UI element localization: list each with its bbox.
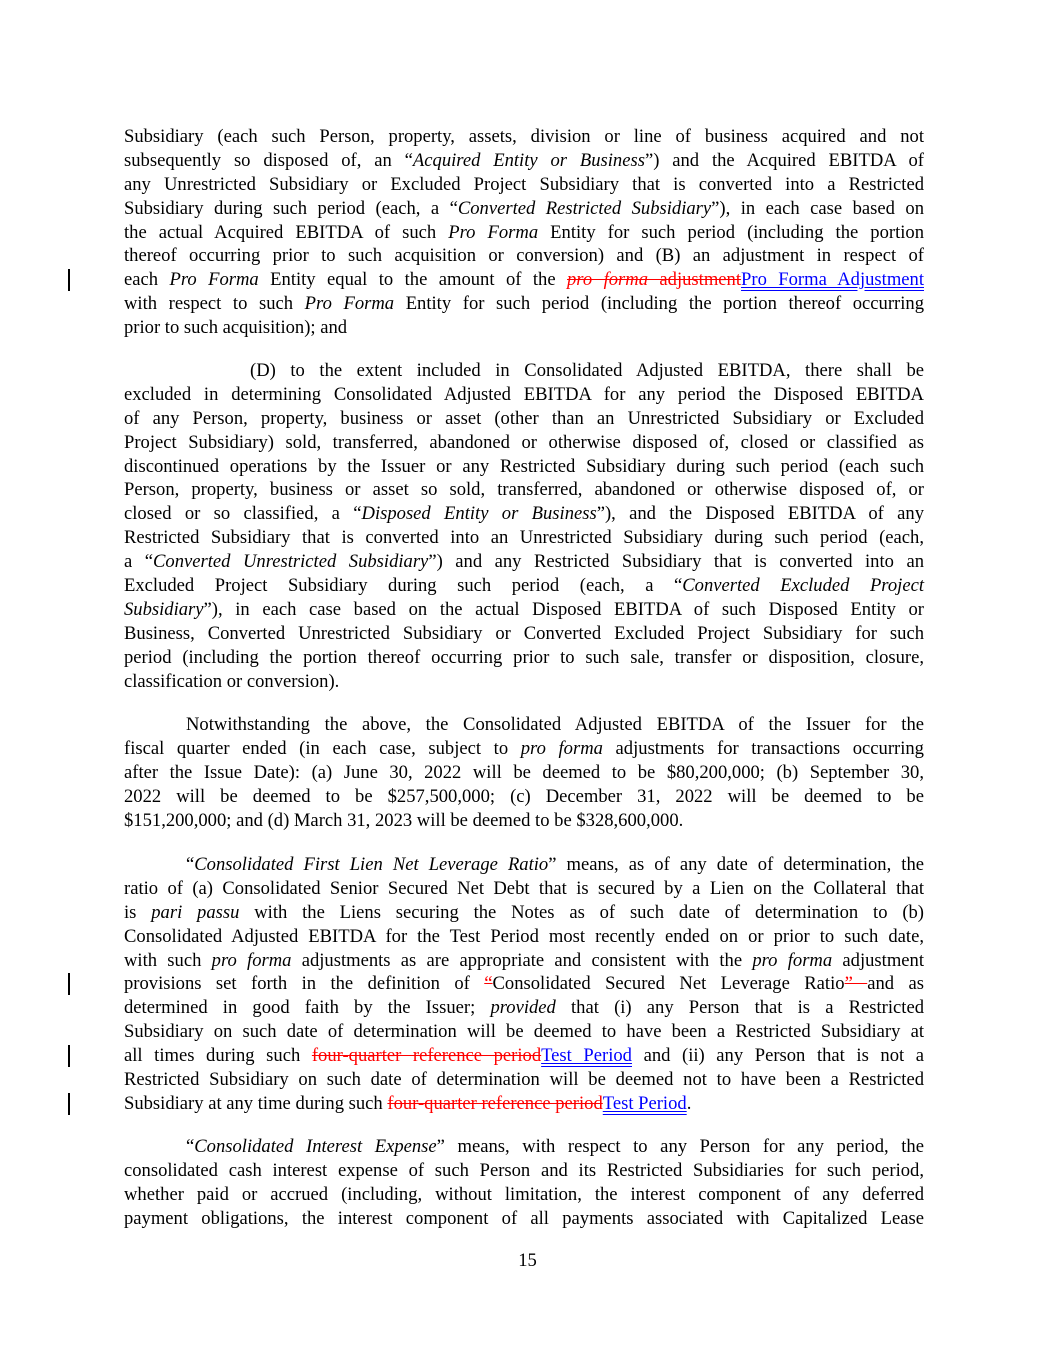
text-run: payment obligations, the interest component of all payments associated with Capitalized Lease: [124, 1207, 924, 1229]
text-line: [124, 149, 924, 173]
text-line: [124, 383, 924, 407]
italic-text: pari passu: [151, 901, 240, 923]
text-line: [124, 1159, 924, 1183]
text-run: Subsidiary (each such Person, property, assets, division or line of business acquired and not: [124, 126, 924, 147]
inserted-text: Test Period: [541, 1045, 632, 1067]
deleted-text: four-quarter reference period: [387, 1092, 603, 1114]
italic-text: Pro Forma: [304, 293, 395, 315]
text-run: ”), and the Disposed EBITDA of any: [596, 503, 924, 525]
change-bar: [68, 269, 70, 291]
line-content: [124, 925, 924, 949]
line-content: [124, 949, 924, 973]
text-line: [124, 359, 924, 383]
text-line: [124, 1092, 924, 1116]
text-line: [124, 809, 924, 833]
text-run: Person, property, business or asset so sold, transferred, abandoned or otherwise disposed of, or: [124, 479, 924, 501]
line-content: [124, 785, 924, 809]
line-content: [124, 431, 924, 455]
text-run: ”), in each case based on the actual Disposed EBITDA of such Disposed Entity or: [203, 598, 924, 620]
line-content: [124, 737, 924, 761]
text-run: $151,200,000; and (d) March 31, 2023 will be deemed to be $328,600,000.: [124, 809, 684, 831]
text-line: [124, 598, 924, 622]
text-run: prior to such acquisition); and: [124, 317, 348, 339]
text-run: consolidated cash interest expense of such Person and its Restricted Subsidiaries for such period,: [124, 1159, 924, 1181]
text-line: [124, 925, 924, 949]
line-content: [124, 1092, 924, 1116]
text-run: Restricted Subsidiary that is converted into an Unrestricted Subsidiary during such period (each,: [124, 527, 924, 549]
line-content: [124, 292, 924, 316]
text-line: [124, 197, 924, 221]
text-run: of any Person, property, business or asset (other than an Unrestricted Subsidiary or Excluded: [124, 407, 924, 429]
paragraph: [124, 853, 924, 1116]
text-run: ratio of (a) Consolidated Senior Secured Net Debt that is secured by a Lien on the Collateral that: [124, 877, 924, 899]
text-line: [124, 1207, 924, 1231]
paragraph: [124, 125, 924, 340]
text-line: [124, 996, 924, 1020]
text-run: “: [186, 1136, 195, 1157]
text-line: [124, 785, 924, 809]
text-run: .: [686, 1092, 692, 1114]
text-line: [124, 1068, 924, 1092]
text-line: [124, 877, 924, 901]
text-run: Restricted Subsidiary on such date of determination will be deemed not to have been a Restricted: [124, 1069, 924, 1091]
italic-text: pro forma: [520, 737, 603, 759]
text-run: adjustment: [832, 949, 924, 971]
line-content: [124, 1207, 924, 1231]
text-line: [124, 737, 924, 761]
text-line: [124, 761, 924, 785]
line-content: [124, 244, 924, 268]
text-line: [124, 550, 924, 574]
line-content: [124, 197, 924, 221]
italic-text: Pro Forma: [448, 221, 539, 243]
paragraph: [124, 1135, 924, 1231]
line-content: [124, 901, 924, 925]
line-content: [124, 221, 924, 245]
line-content: [124, 455, 924, 479]
text-line: [124, 292, 924, 316]
text-line: [124, 526, 924, 550]
text-run: 2022 will be deemed to be $257,500,000; (c) December 31, 2022 will be deemed to be: [124, 785, 924, 807]
italic-text: Converted Unrestricted Subsidiary: [153, 551, 429, 573]
text-run: and (ii) any Person that is not a: [631, 1045, 925, 1067]
italic-text: Acquired Entity or Business: [412, 149, 645, 171]
line-content: [124, 1183, 924, 1207]
page-number: 15: [518, 1250, 537, 1271]
italic-text: Consolidated Interest Expense: [194, 1136, 437, 1157]
line-content: [124, 996, 924, 1020]
text-run: with such: [124, 949, 212, 971]
text-line: [124, 1183, 924, 1207]
text-run: ”) and any Restricted Subsidiary that is converted into an: [428, 551, 924, 573]
text-run: Entity for such period (including the portion thereof occurring: [394, 293, 924, 315]
line-content: [124, 173, 924, 197]
line-content: [124, 407, 924, 431]
change-bar: [68, 973, 70, 995]
text-run: ” means, with respect to any Person for any period, the: [436, 1136, 924, 1157]
text-run: the actual Acquired EBITDA of such: [124, 221, 449, 243]
italic-text: Consolidated First Lien Net Leverage Ratio: [194, 854, 549, 875]
inserted-text: Test Period: [602, 1092, 687, 1114]
text-run: Notwithstanding the above, the Consolidated Adjusted EBITDA of the Issuer for the: [186, 714, 924, 735]
line-content: [124, 972, 924, 996]
text-line: [124, 1044, 924, 1068]
deleted-text: four-quarter reference period: [311, 1045, 542, 1067]
text-line: [124, 622, 924, 646]
text-run: any Unrestricted Subsidiary or Excluded Project Subsidiary that is converted into a Restricted: [124, 173, 924, 195]
line-content: [124, 761, 924, 785]
line-content: [124, 646, 924, 670]
text-line: [124, 502, 924, 526]
text-run: closed or so classified, a “: [124, 503, 362, 525]
deleted-text: ”: [844, 973, 868, 995]
text-line: [124, 455, 924, 479]
text-line: [124, 901, 924, 925]
text-run: that (i) any Person that is a Restricted: [555, 997, 925, 1019]
line-content: [124, 268, 924, 292]
text-line: [124, 1135, 924, 1159]
text-run: ”) and the Acquired EBITDA of: [644, 149, 924, 171]
line-content: [124, 622, 924, 646]
line-content: [124, 853, 924, 877]
text-run: a “: [124, 551, 154, 573]
text-line: [124, 670, 924, 694]
text-run: adjustments as are appropriate and consistent with the: [291, 949, 753, 971]
italic-text: pro forma: [211, 949, 292, 971]
text-run: ” means, as of any date of determination, the: [548, 854, 925, 875]
text-run: each: [124, 269, 170, 291]
text-line: [124, 972, 924, 996]
text-line: [124, 478, 924, 502]
text-run: with the Liens securing the Notes as of such date of determination to (b): [239, 901, 924, 923]
line-content: [124, 526, 924, 550]
line-content: [124, 574, 924, 598]
italic-text: Subsidiary: [124, 598, 204, 620]
text-line: [124, 431, 924, 455]
text-line: [124, 268, 924, 292]
text-run: thereof occurring prior to such acquisition or conversion) and (B) an adjustment in respect of: [124, 245, 924, 267]
line-content: [124, 598, 924, 622]
text-run: determined in good faith by the Issuer;: [124, 997, 491, 1019]
line-content: [124, 1020, 924, 1044]
line-content: [124, 125, 924, 149]
text-run: excluded in determining Consolidated Adjusted EBITDA for any period the Disposed EBITDA: [124, 383, 924, 405]
text-line: [124, 574, 924, 598]
line-content: [124, 877, 924, 901]
italic-text: provided: [490, 997, 556, 1019]
text-run: Excluded Project Subsidiary during such period (each, a “: [124, 575, 683, 597]
deleted-text: “: [484, 973, 493, 995]
text-line: [124, 221, 924, 245]
text-run: Business, Converted Unrestricted Subsidiary or Converted Excluded Project Subsidiary for such: [124, 622, 924, 644]
text-line: [124, 125, 924, 149]
text-run: (D) to the extent included in Consolidated Adjusted EBITDA, there shall be: [250, 360, 924, 381]
text-run: Consolidated Adjusted EBITDA for the Test Period most recently ended on or prior to such date,: [124, 925, 924, 947]
italic-text: pro forma: [752, 949, 833, 971]
text-line: [124, 316, 924, 340]
text-run: Project Subsidiary) sold, transferred, abandoned or otherwise disposed of, closed or classified as: [124, 431, 924, 453]
text-run: Subsidiary during such period (each, a “: [124, 197, 458, 219]
text-line: [124, 244, 924, 268]
italic-text: Converted Restricted Subsidiary: [457, 197, 712, 219]
line-content: [124, 1068, 924, 1092]
text-run: is: [124, 901, 152, 923]
text-run: Entity for such period (including the portion: [538, 221, 925, 243]
line-content: [124, 359, 924, 383]
italic-text: Pro Forma: [169, 269, 259, 291]
line-content: [124, 478, 924, 502]
line-content: [124, 502, 924, 526]
text-run: fiscal quarter ended (in each case, subject to: [124, 737, 521, 759]
text-line: [124, 646, 924, 670]
deleted-text: adjustment: [648, 269, 742, 291]
text-line: [124, 949, 924, 973]
text-run: “: [186, 854, 195, 875]
text-line: [124, 1020, 924, 1044]
text-run: provisions set forth in the definition of: [124, 973, 485, 995]
line-content: [124, 809, 924, 833]
paragraph: [124, 359, 924, 693]
text-line: [124, 173, 924, 197]
line-content: [124, 316, 924, 340]
text-run: classification or conversion).: [124, 670, 340, 692]
change-bar: [68, 1045, 70, 1067]
text-run: discontinued operations by the Issuer or any Restricted Subsidiary during such period (each such: [124, 455, 924, 477]
italic-text: Disposed Entity or Business: [361, 503, 597, 525]
text-run: with respect to such: [124, 293, 305, 315]
text-line: [124, 853, 924, 877]
deleted-text: pro forma: [567, 269, 648, 291]
line-content: [124, 1135, 924, 1159]
line-content: [124, 1044, 924, 1068]
text-run: period (including the portion thereof occurring prior to such sale, transfer or disposition, closure,: [124, 646, 924, 668]
text-run: Subsidiary at any time during such: [124, 1092, 388, 1114]
text-run: all times during such: [124, 1045, 312, 1067]
text-run: adjustments for transactions occurring: [602, 737, 924, 759]
text-run: after the Issue Date): (a) June 30, 2022 will be deemed to be $80,200,000; (b) September 30,: [124, 761, 924, 783]
line-content: [124, 670, 924, 694]
line-content: [124, 713, 924, 737]
inserted-text: Pro Forma Adjustment: [741, 269, 924, 291]
paragraph: [124, 713, 924, 832]
line-content: [124, 383, 924, 407]
text-run: Consolidated Secured Net Leverage Ratio: [492, 973, 845, 995]
change-bar: [68, 1093, 70, 1115]
text-run: ”), in each case based on: [711, 197, 924, 219]
text-line: [124, 713, 924, 737]
line-content: [124, 1159, 924, 1183]
line-content: [124, 550, 924, 574]
text-run: subsequently so disposed of, an “: [124, 149, 413, 171]
text-run: Subsidiary on such date of determination will be deemed to have been a Restricted Subsidiary at: [124, 1021, 924, 1043]
text-run: whether paid or accrued (including, without limitation, the interest component of any deferred: [124, 1183, 924, 1205]
text-run: Entity equal to the amount of the: [258, 269, 567, 291]
italic-text: Converted Excluded Project: [682, 575, 924, 597]
text-line: [124, 407, 924, 431]
line-content: [124, 149, 924, 173]
text-run: and as: [867, 973, 925, 995]
